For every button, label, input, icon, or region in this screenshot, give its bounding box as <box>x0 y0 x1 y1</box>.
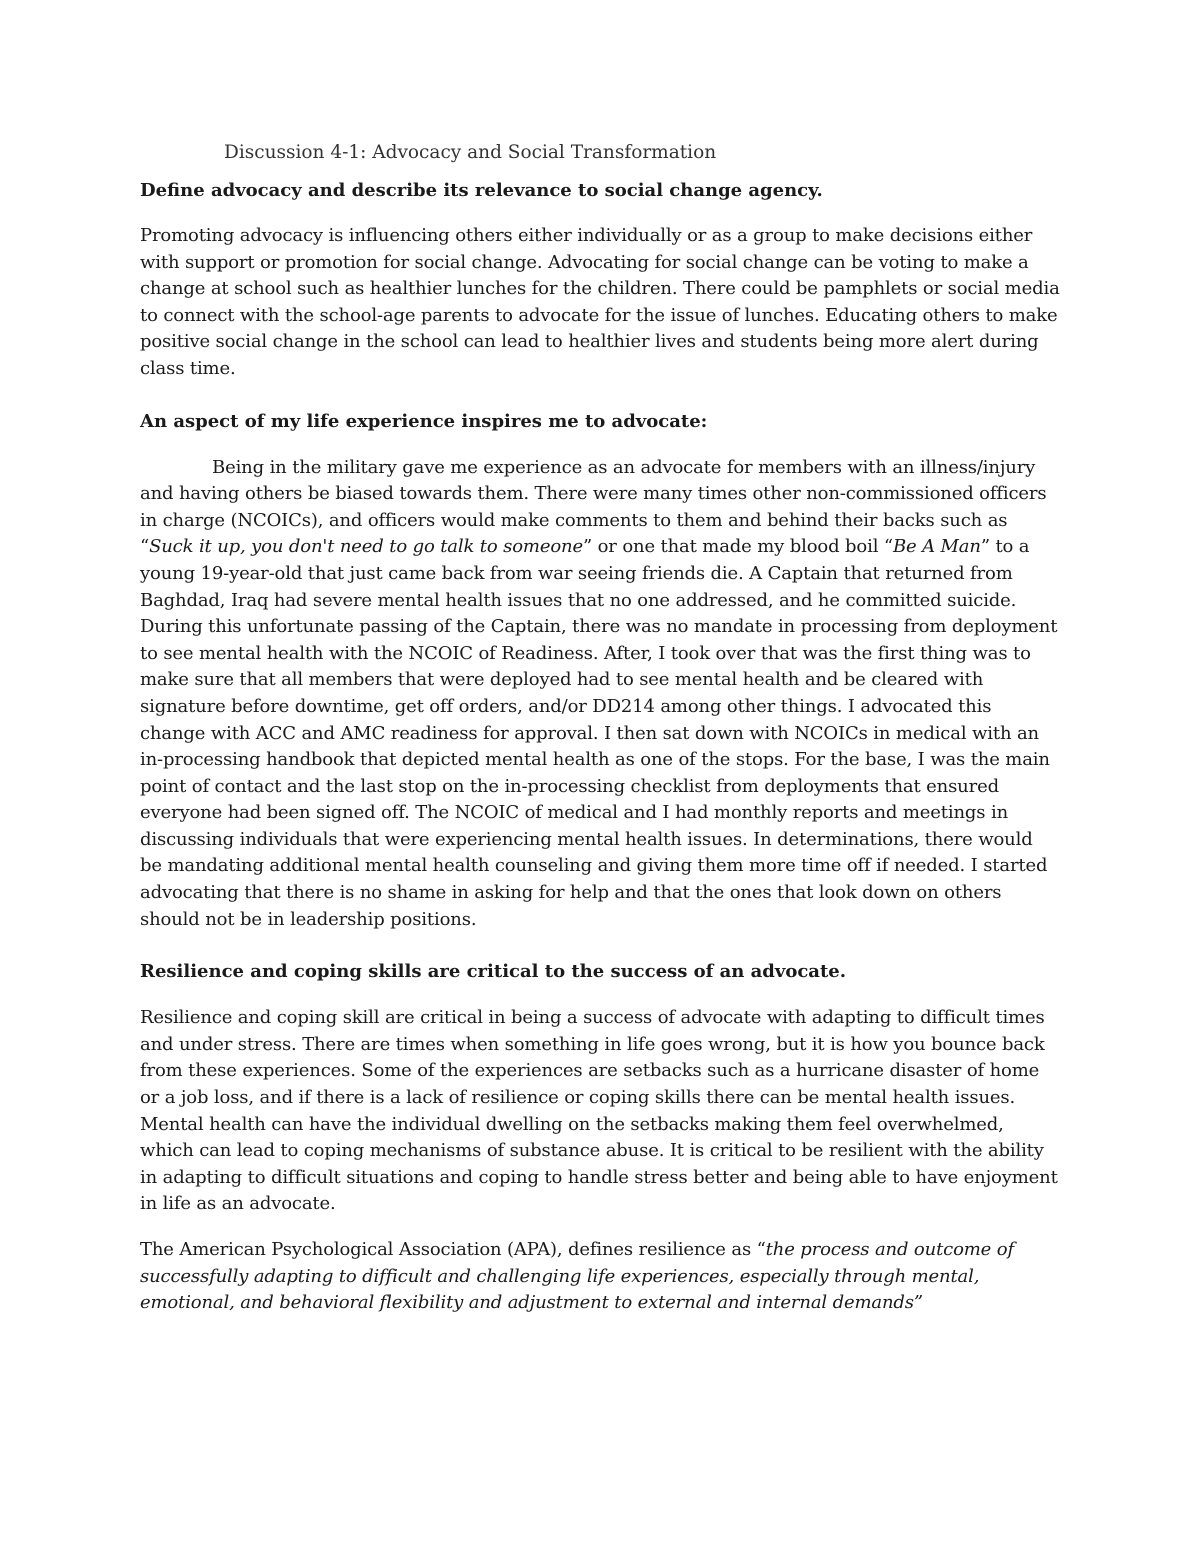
text-segment: Being in the military gave me experience as an advocate for members with an illness/injury and having others be biased towards them. There were many times other non-commissioned officers in charge (NCOICs), and officers would make comments to them and behind their backs such as “ <box>140 456 1047 558</box>
paragraph-resilience: Resilience and coping skill are critical in being a success of advocate with adapting to difficult times and under stress. There are times when something in life goes wrong, but it is how you bounce back from these experiences. Some of the experiences are setbacks such as a hurricane disaster of home or a job loss, and if there is a lack of resilience or coping skills there can be mental health issues. Mental health can have the individual dwelling on the setbacks making them feel overwhelmed, which can lead to coping mechanisms of substance abuse. It is critical to be resilient with the ability in adapting to difficult situations and coping to handle stress better and being able to have enjoyment in life as an advocate. <box>140 1007 1058 1215</box>
text-segment: ” or one that made my blood boil “ <box>582 536 893 558</box>
quote-apa-resilience: the process and outcome of successfully adapting to difficult and challenging life experiences, especially through mental, emotional, and behavioral flexibility and adjustment to external and internal demands” <box>140 1239 1014 1314</box>
text-segment: ” to a young 19-year-old that just came back from war seeing friends die. A Captain that returned from Baghdad, Iraq had severe mental health issues that no one addressed, and he committed suicide. During this unfortunate passing of the Captain, there was no mandate in processing from deployment to see mental health with the NCOIC of Readiness. After, I took over that was the first thing was to make sure that all members that were deployed had to see mental health and be cleared with signature before downtime, get off orders, and/or DD214 among other things. I advocated this change with ACC and AMC readiness for approval. I then sat down with NCOICs in medical with an in-processing handbook that depicted mental health as one of the stops. For the base, I was the main point of contact and the last stop on the in-processing checklist from deployments that ensured everyone had been signed off. The NCOIC of medical and I had monthly reports and meetings in discussing individuals that were experiencing mental health issues. In determinations, there would be mandating additional mental health counseling and giving them more time off if needed. I started advocating that there is no shame in asking for help and that the ones that look down on others should not be in leadership positions. <box>140 536 1058 930</box>
section-heading-resilience: Resilience and coping skills are critical to the success of an advocate. <box>140 961 846 983</box>
paragraph-apa-definition <box>140 1237 1060 1317</box>
paragraph-advocacy-definition: Promoting advocacy is influencing others either individually or as a group to make decisions either with support or promotion for social change. Advocating for social change can be voting to make a change at school such as healthier lunches for the children. There could be pamphlets or social media to connect with the school-age parents to advocate for the issue of lunches. Educating others to make positive social change in the school can lead to healthier lives and students being more alert during class time. <box>140 225 1060 379</box>
text-segment: The American Psychological Association (APA), defines resilience as “ <box>140 1239 766 1260</box>
document-page <box>140 140 1060 1317</box>
section-heading-life-experience: An aspect of my life experience inspires me to advocate: <box>140 410 708 432</box>
quote-suck-it-up: Suck it up, you don't need to go talk to someone <box>149 536 583 558</box>
section-heading-define-advocacy: Define advocacy and describe its relevance to social change agency. <box>140 180 823 201</box>
quote-be-a-man: Be A Man <box>892 536 981 558</box>
paragraph-military-experience <box>140 455 1060 934</box>
document-title: Discussion 4-1: Advocacy and Social Transformation <box>224 142 717 163</box>
